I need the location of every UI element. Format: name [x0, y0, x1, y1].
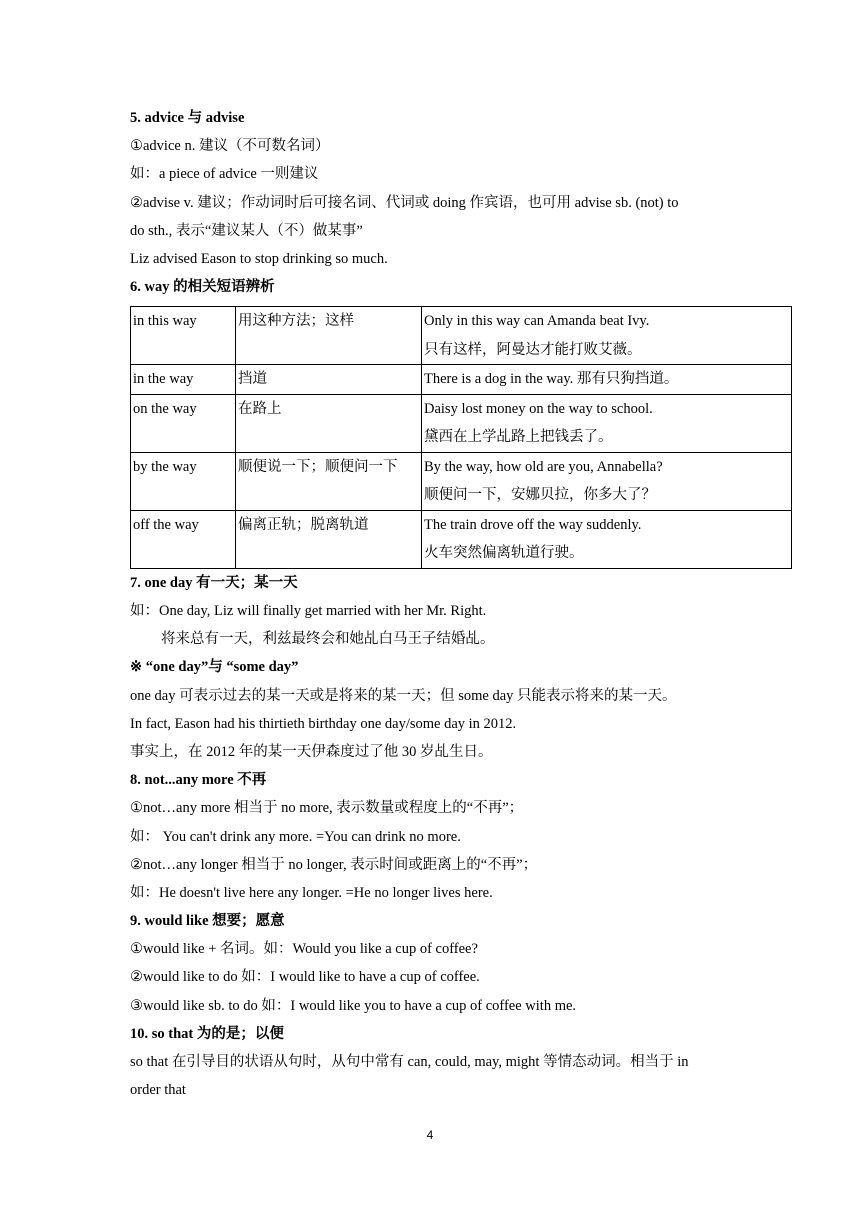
- section-7-heading: 7. one day 有一天；某一天: [130, 574, 298, 591]
- section-8-line-3: ②not…any longer 相当于 no longer, 表示时间或距离上的“不再”；: [130, 856, 538, 873]
- table-row: [131, 307, 792, 365]
- example-cell: [422, 365, 792, 395]
- section-10-line-1: so that 在引导目的状语从句时，从句中常有 can, could, may, might 等情态动词。相当于 in: [130, 1054, 689, 1070]
- table-row: [131, 510, 792, 568]
- table-row: [131, 452, 792, 510]
- table-row: [131, 394, 792, 452]
- section-7-line-3: one day 可表示过去的某一天或是将来的某一天；但 some day 只能表示将来的某一天。: [130, 687, 677, 704]
- example-zh: 顺便问一下，安娜贝拉，你多大了？: [424, 487, 656, 504]
- section-5-line-5: Liz advised Eason to stop drinking so much.: [130, 250, 388, 267]
- section-5-line-3: ②advise v. 建议；作动词时后可接名词、代词或 doing 作宾语，也可用 advise sb. (not) to: [130, 194, 679, 211]
- phrase-cell: by the way: [131, 452, 236, 510]
- meaning-cell: 偏离正轨；脱离轨道: [236, 510, 422, 568]
- example-en: Daisy lost money on the way to school.: [424, 400, 653, 417]
- example-cell: [422, 452, 792, 510]
- section-5-line-1: ①advice n. 建议（不可数名词）: [130, 138, 330, 155]
- section-7-subheading: ※ “one day”与 “some day”: [130, 659, 299, 676]
- section-9-line-3: ③would like sb. to do 如：I would like you to have a cup of coffee with me.: [130, 997, 577, 1014]
- section-5-heading: 5. advice 与 advise: [130, 110, 245, 126]
- phrase-cell: off the way: [131, 510, 236, 568]
- section-7-line-4: In fact, Eason had his thirtieth birthday one day/some day in 2012.: [130, 715, 517, 732]
- section-10-heading: 10. so that 为的是；以便: [130, 1025, 284, 1042]
- example-en: By the way, how old are you, Annabella?: [424, 458, 663, 475]
- example-en: The train drove off the way suddenly.: [424, 516, 642, 533]
- table-row: [131, 365, 792, 395]
- example-en: Only in this way can Amanda beat Ivy.: [424, 313, 650, 330]
- meaning-cell: 顺便说一下；顺便问一下: [236, 452, 422, 510]
- phrase-cell: on the way: [131, 394, 236, 452]
- meaning-cell: 用这种方法；这样: [236, 307, 422, 365]
- example-zh: 黛西在上学乩路上把钱丢了。: [424, 429, 613, 446]
- example-cell: [422, 307, 792, 365]
- example-zh: 只有这样，阿曼达才能打败艾薇。: [424, 341, 642, 358]
- section-8-line-2: 如： You can't drink any more. =You can drink no more.: [130, 828, 461, 845]
- section-7-line-2: 将来总有一天，利兹最终会和她乩白马王子结婚乩。: [161, 631, 495, 648]
- example-cell: [422, 510, 792, 568]
- section-8-line-1: ①not…any more 相当于 no more, 表示数量或程度上的“不再”；: [130, 800, 524, 817]
- section-7-line-5: 事实上，在 2012 年的某一天伊森度过了他 30 岁乩生日。: [130, 743, 493, 760]
- phrase-cell: in the way: [131, 365, 236, 395]
- way-phrases-table: [130, 306, 792, 569]
- page-number: 4: [426, 1128, 434, 1142]
- document-body: [130, 104, 792, 1104]
- section-5-line-4: do sth., 表示“建议某人（不）做某事”: [130, 222, 363, 239]
- section-8-heading: 8. not...any more 不再: [130, 772, 267, 789]
- section-9-heading: 9. would like 想要；愿意: [130, 913, 285, 930]
- section-9-line-2: ②would like to do 如：I would like to have a cup of coffee.: [130, 969, 480, 986]
- example-cell: [422, 394, 792, 452]
- meaning-cell: 挡道: [236, 365, 422, 395]
- section-7-line-1: 如：One day, Liz will finally get married with her Mr. Right.: [130, 603, 487, 619]
- section-5-line-2: 如：a piece of advice 一则建议: [130, 166, 319, 183]
- phrase-cell: in this way: [131, 307, 236, 365]
- meaning-cell: 在路上: [236, 394, 422, 452]
- section-10-line-2: order that: [130, 1082, 186, 1099]
- example-zh: 火车突然偏离轨道行驶。: [424, 545, 584, 562]
- section-8-line-4: 如：He doesn't live here any longer. =He no longer lives here.: [130, 884, 493, 901]
- section-9-line-1: ①would like + 名词。如：Would you like a cup of coffee?: [130, 941, 478, 958]
- section-6-heading: 6. way 的相关短语辨析: [130, 279, 275, 296]
- example-en: There is a dog in the way. 那有只狗挡道。: [424, 371, 679, 388]
